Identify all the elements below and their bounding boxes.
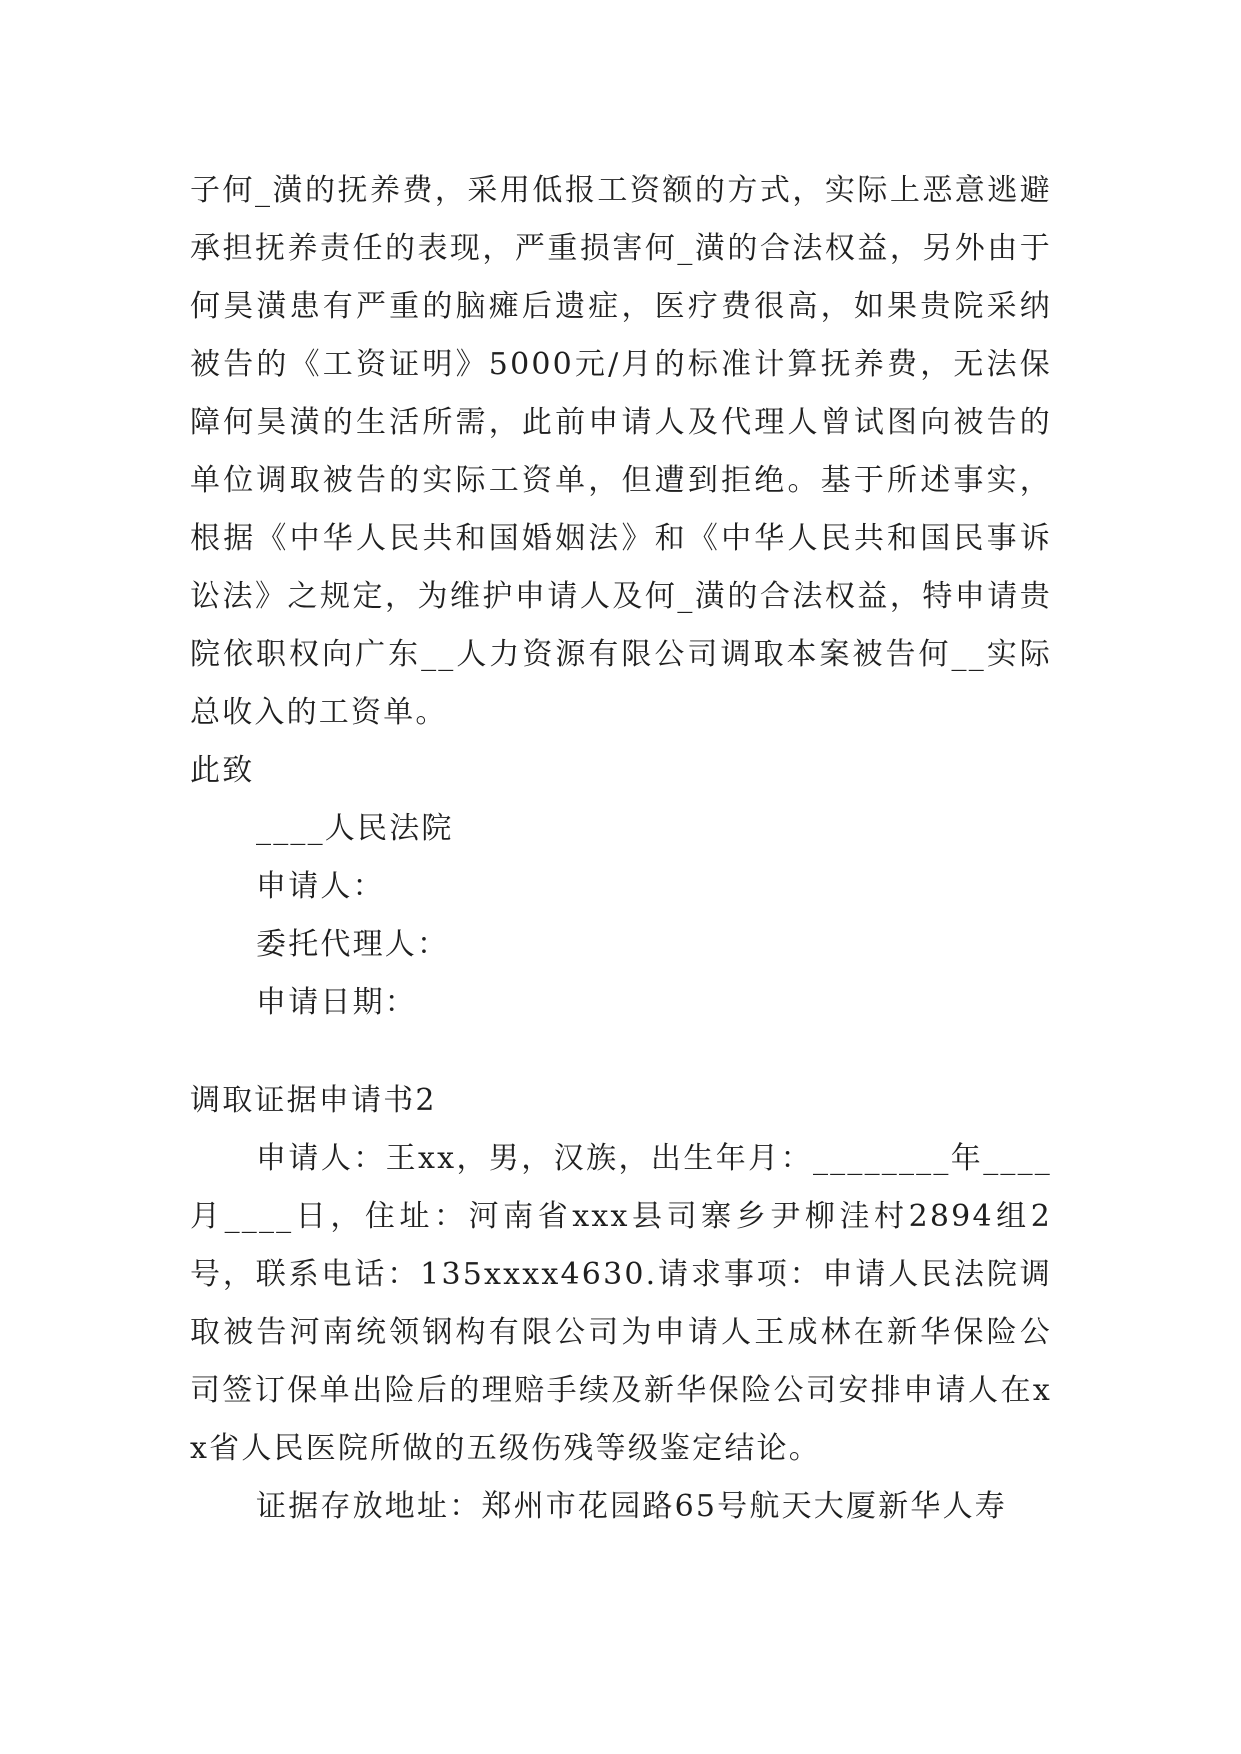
paragraph-continued: 子何_潢的抚养费，采用低报工资额的方式，实际上恶意逃避承担抚养责任的表现，严重损害何_潢的合法权益，另外由于何昊潢患有严重的脑瘫后遗症，医疗费很高，如果贵院采纳被告的《工资证明》5000元/月的标准计算抚养费，无法保障何昊潢的生活所需，此前申请人及代理人曾试图向被告的单位调取被告的实际工资单，但遭到拒绝。基于所述事实，根据《中华人民共和国婚姻法》和《中华人民共和国民事诉讼法》之规定，为维护申请人及何_潢的合法权益，特申请贵院依职权向广东__人力资源有限公司调取本案被告何__实际总收入的工资单。 xyxy=(190,173,1052,730)
application-date-label: 申请日期： xyxy=(256,985,417,1020)
evidence-location-paragraph: 证据存放地址：郑州市花园路65号航天大厦新华人寿 xyxy=(256,1489,1007,1524)
document-body xyxy=(190,162,1052,1536)
closing-salutation: 此致 xyxy=(190,753,255,788)
applicant-signature-label: 申请人： xyxy=(256,869,385,904)
agent-signature-label: 委托代理人： xyxy=(256,927,450,962)
section-title: 调取证据申请书2 xyxy=(190,1083,437,1118)
applicant-info-paragraph: 申请人：王xx，男，汉族，出生年月：________年____月____日，住址：河南省xxx县司寨乡尹柳洼村2894组2号，联系电话：135xxxx4630.请求事项：申请人民法院调取被告河南统领钢构有限公司为申请人王成林在新华保险公司签订保单出险后的理赔手续及新华保险公司安排申请人在xx省人民医院所做的五级伤残等级鉴定结论。 xyxy=(190,1141,1052,1466)
section-gap xyxy=(190,1032,1052,1072)
court-name: ____人民法院 xyxy=(256,811,454,846)
